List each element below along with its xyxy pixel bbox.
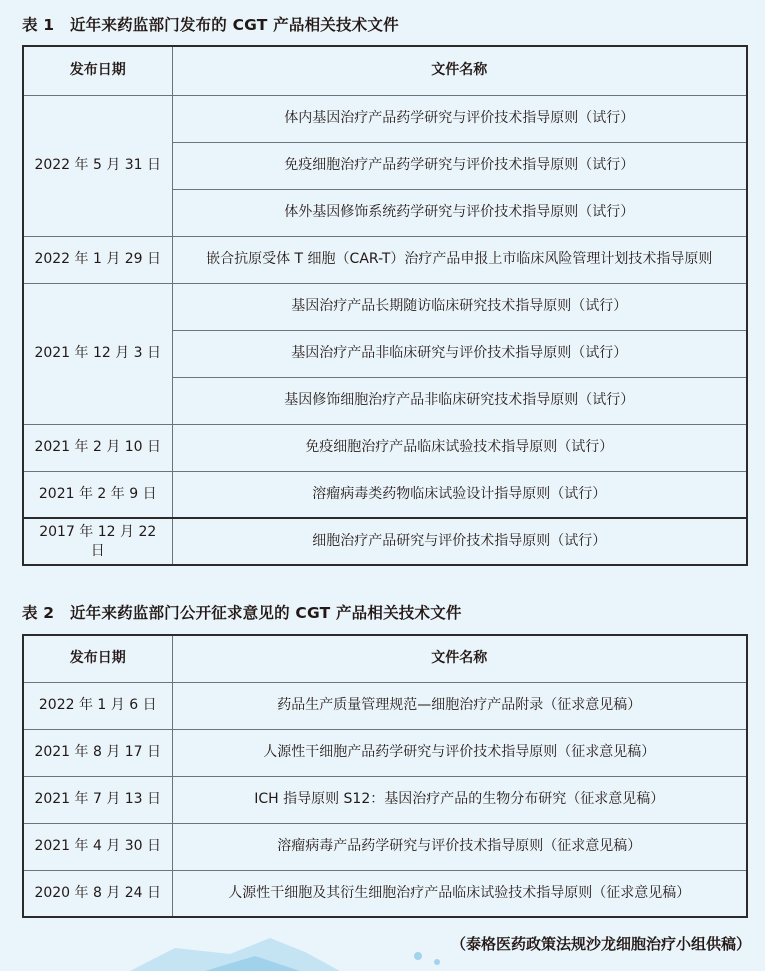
table1-header-row bbox=[23, 46, 747, 95]
document-name-cell: 基因修饰细胞治疗产品非临床研究技术指导原则（试行） bbox=[172, 377, 747, 424]
document-name-cell: 体外基因修饰系统药学研究与评价技术指导原则（试行） bbox=[172, 189, 747, 236]
table-row bbox=[23, 776, 747, 823]
table2-caption: 表 2 近年来药监部门公开征求意见的 CGT 产品相关技术文件 bbox=[22, 604, 462, 622]
document-name-cell: 药品生产质量管理规范—细胞治疗产品附录（征求意见稿） bbox=[172, 682, 747, 729]
date-cell: 2021 年 8 月 17 日 bbox=[23, 729, 172, 776]
document-name-cell: 基因治疗产品非临床研究与评价技术指导原则（试行） bbox=[172, 330, 747, 377]
document-name-cell: 免疫细胞治疗产品临床试验技术指导原则（试行） bbox=[172, 424, 747, 471]
document-name-cell: 体内基因治疗产品药学研究与评价技术指导原则（试行） bbox=[172, 95, 747, 142]
document-name-cell: 人源性干细胞产品药学研究与评价技术指导原则（征求意见稿） bbox=[172, 729, 747, 776]
table2-header-row bbox=[23, 635, 747, 682]
header-name: 文件名称 bbox=[172, 635, 747, 682]
header-date: 发布日期 bbox=[23, 635, 172, 682]
document-name-cell: 嵌合抗原受体 T 细胞（CAR-T）治疗产品申报上市临床风险管理计划技术指导原则 bbox=[172, 236, 747, 283]
document-name-cell: 溶瘤病毒类药物临床试验设计指导原则（试行） bbox=[172, 471, 747, 518]
document-name-cell: 细胞治疗产品研究与评价技术指导原则（试行） bbox=[172, 518, 747, 565]
document-name-cell: ICH 指导原则 S12：基因治疗产品的生物分布研究（征求意见稿） bbox=[172, 776, 747, 823]
date-cell: 2022 年 1 月 29 日 bbox=[23, 236, 172, 283]
table-row bbox=[23, 518, 747, 565]
document-name-cell: 基因治疗产品长期随访临床研究技术指导原则（试行） bbox=[172, 283, 747, 330]
header-name: 文件名称 bbox=[172, 46, 747, 95]
source-credit: （泰格医药政策法规沙龙细胞治疗小组供稿） bbox=[450, 935, 751, 953]
header-date: 发布日期 bbox=[23, 46, 172, 95]
date-cell: 2021 年 2 年 9 日 bbox=[23, 471, 172, 518]
table-row bbox=[23, 283, 747, 330]
table1-caption: 表 1 近年来药监部门发布的 CGT 产品相关技术文件 bbox=[22, 16, 399, 34]
date-cell: 2021 年 4 月 30 日 bbox=[23, 823, 172, 870]
table-row bbox=[23, 236, 747, 283]
table-row bbox=[23, 682, 747, 729]
document-name-cell: 人源性干细胞及其衍生细胞治疗产品临床试验技术指导原则（征求意见稿） bbox=[172, 870, 747, 917]
date-cell: 2017 年 12 月 22 日 bbox=[23, 518, 172, 565]
table-row bbox=[23, 870, 747, 917]
date-cell: 2021 年 7 月 13 日 bbox=[23, 776, 172, 823]
date-cell: 2022 年 5 月 31 日 bbox=[23, 95, 172, 236]
table-row bbox=[23, 95, 747, 142]
table-row bbox=[23, 424, 747, 471]
table-row bbox=[23, 471, 747, 518]
document-name-cell: 免疫细胞治疗产品药学研究与评价技术指导原则（试行） bbox=[172, 142, 747, 189]
date-cell: 2022 年 1 月 6 日 bbox=[23, 682, 172, 729]
date-cell: 2020 年 8 月 24 日 bbox=[23, 870, 172, 917]
date-cell: 2021 年 12 月 3 日 bbox=[23, 283, 172, 424]
table-row bbox=[23, 729, 747, 776]
table2 bbox=[22, 634, 748, 918]
date-cell: 2021 年 2 月 10 日 bbox=[23, 424, 172, 471]
table-row bbox=[23, 823, 747, 870]
document-name-cell: 溶瘤病毒产品药学研究与评价技术指导原则（征求意见稿） bbox=[172, 823, 747, 870]
table1 bbox=[22, 45, 748, 566]
